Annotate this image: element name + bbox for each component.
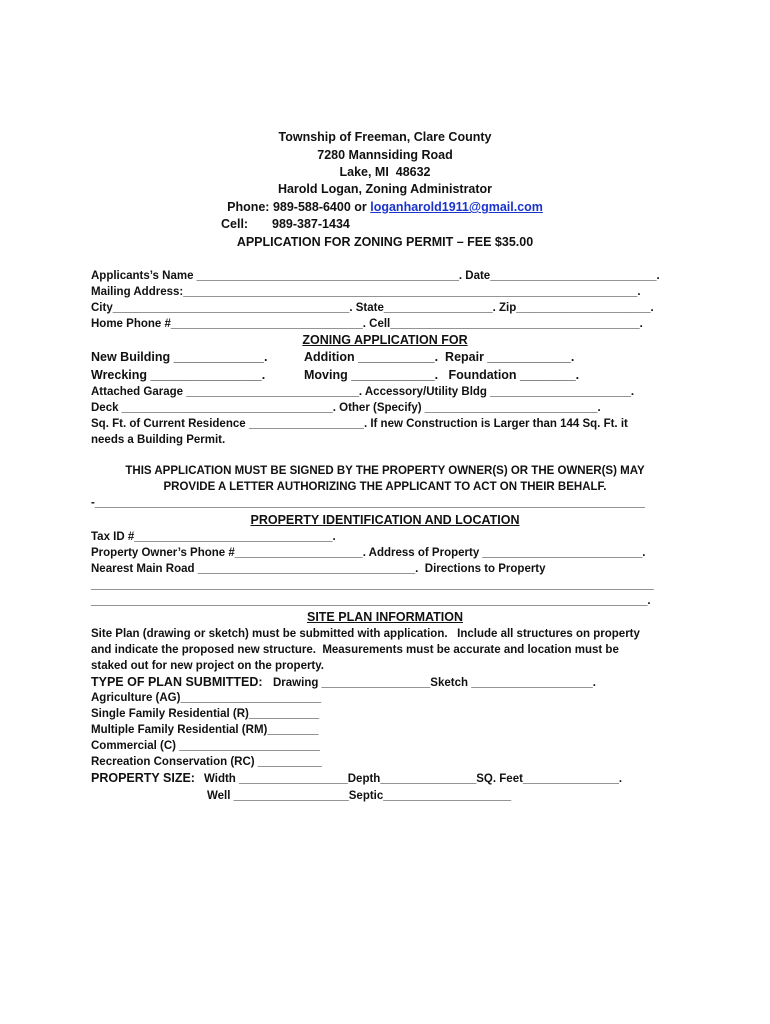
- cell-label: Cell:: [221, 217, 249, 231]
- mailing-address-field[interactable]: Mailing Address:_______________________________________________________________________.: [91, 286, 641, 298]
- zoning-application-heading: ZONING APPLICATION FOR: [302, 333, 468, 347]
- form-title: APPLICATION FOR ZONING PERMIT – FEE $35.00: [236, 235, 534, 249]
- township-address: 7280 Mannsiding Road: [317, 148, 453, 162]
- email-link[interactable]: loganharold1911@gmail.com: [370, 200, 543, 214]
- garage-accessory-field[interactable]: Attached Garage ___________________________. Accessory/Utility Bldg ______________________.: [91, 386, 635, 398]
- township-city: Lake, MI 48632: [339, 165, 431, 179]
- applicant-name-field[interactable]: Applicants’s Name _________________________________________. Date__________________________.: [91, 270, 660, 282]
- property-size-label: PROPERTY SIZE:: [91, 771, 195, 785]
- city-state-zip-field[interactable]: City_____________________________________. State_________________. Zip_____________________.: [91, 302, 654, 314]
- site-plan-heading: SITE PLAN INFORMATION: [306, 610, 463, 624]
- directions-blank-line2[interactable]: _______________________________________________________________________________________.: [91, 595, 651, 607]
- square-feet-field[interactable]: Sq. Ft. of Current Residence __________________. If new Construction is Larger than 144 Sq. Ft. it: [91, 418, 628, 430]
- new-building-field[interactable]: New Building _____________.: [91, 350, 268, 364]
- directions-blank-line1[interactable]: ________________________________________________________________________________________: [91, 579, 654, 591]
- cell-number: 989-387-1434: [272, 217, 350, 231]
- plan-type-label: TYPE OF PLAN SUBMITTED:: [91, 675, 263, 689]
- property-identification-heading: PROPERTY IDENTIFICATION AND LOCATION: [250, 513, 520, 527]
- single-family-field[interactable]: Single Family Residential (R)___________: [91, 708, 320, 720]
- deck-other-field[interactable]: Deck _________________________________. Other (Specify) ___________________________.: [91, 402, 601, 414]
- property-size-fields[interactable]: Width _________________Depth_______________SQ. Feet_______________.: [204, 773, 623, 785]
- multiple-family-field[interactable]: Multiple Family Residential (RM)________: [91, 724, 319, 736]
- zoning-administrator: Harold Logan, Zoning Administrator: [277, 182, 493, 196]
- tax-id-field[interactable]: Tax ID #_______________________________.: [91, 531, 336, 543]
- building-permit-note: needs a Building Permit.: [91, 434, 226, 446]
- commercial-field[interactable]: Commercial (C) ______________________: [91, 740, 320, 752]
- phone-text: Phone: 989-588-6400 or: [227, 200, 371, 214]
- nearest-road-field[interactable]: Nearest Main Road __________________________________. Directions to Property: [91, 563, 546, 575]
- moving-foundation-field[interactable]: Moving ____________. Foundation ________.: [304, 368, 580, 382]
- recreation-conservation-field[interactable]: Recreation Conservation (RC) __________: [91, 756, 322, 768]
- site-plan-text1: Site Plan (drawing or sketch) must be submitted with application. Include all structures on property: [91, 628, 640, 640]
- plan-type-fields[interactable]: Drawing _________________Sketch ___________________.: [273, 677, 596, 689]
- signature-notice-line1: THIS APPLICATION MUST BE SIGNED BY THE PROPERTY OWNER(S) OR THE OWNER(S) MAY: [125, 465, 645, 477]
- phone-line: [0, 200, 770, 215]
- home-phone-cell-field[interactable]: Home Phone #______________________________. Cell_______________________________________.: [91, 318, 643, 330]
- signature-notice-line2: PROVIDE A LETTER AUTHORIZING THE APPLICANT TO ACT ON THEIR BEHALF.: [163, 481, 607, 493]
- owner-phone-address-field[interactable]: Property Owner’s Phone #____________________. Address of Property _________________________.: [91, 547, 646, 559]
- site-plan-text2: and indicate the proposed new structure. Measurements must be accurate and location must be: [91, 644, 619, 656]
- well-septic-fields[interactable]: Well __________________Septic____________________: [207, 790, 512, 802]
- addition-repair-field[interactable]: Addition ___________. Repair ____________.: [304, 350, 575, 364]
- separator-rule: -______________________________________________________________________________________: [91, 497, 645, 509]
- wrecking-field[interactable]: Wrecking ________________.: [91, 368, 266, 382]
- agriculture-field[interactable]: Agriculture (AG)______________________: [91, 692, 322, 704]
- township-name: Township of Freeman, Clare County: [278, 130, 492, 144]
- site-plan-text3: staked out for new project on the property.: [91, 660, 325, 672]
